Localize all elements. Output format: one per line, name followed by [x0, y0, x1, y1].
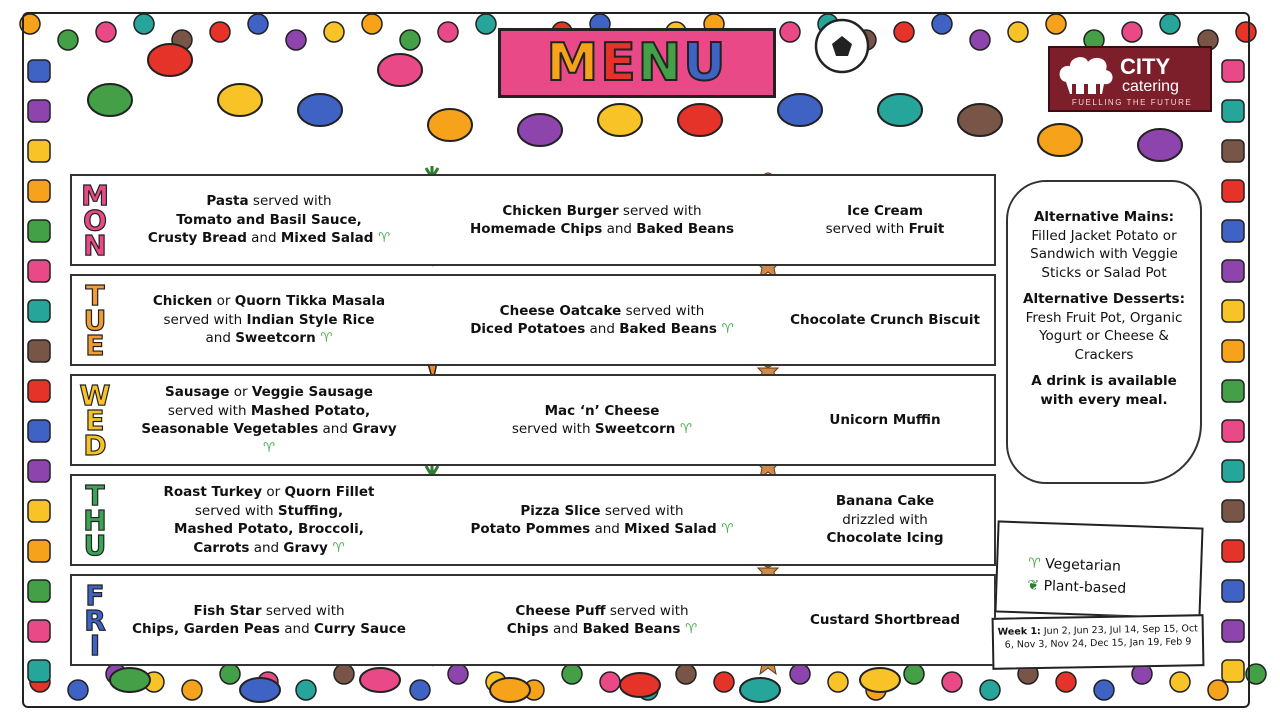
menu-line	[847, 202, 923, 221]
vegetarian-icon: ♈	[327, 539, 345, 556]
menu-text: served with	[621, 302, 705, 319]
menu-text: and	[249, 539, 284, 556]
week-dates-text: Jun 2, Jun 23, Jul 14, Sep 15, Oct 6, Nov 3, Nov 24, Dec 15, Jan 19, Feb 9	[1004, 623, 1198, 651]
menu-line	[176, 211, 362, 230]
menu-text: Sausage	[165, 384, 230, 400]
main-dish	[124, 476, 414, 564]
menu-text: or	[229, 384, 252, 400]
menu-line	[826, 529, 943, 548]
menu-text: Pizza Slice	[520, 502, 601, 519]
menu-line	[512, 420, 692, 439]
menu-text: served with	[261, 602, 345, 619]
menu-text: Chicken	[152, 293, 213, 310]
menu-text: Baked Beans	[582, 621, 681, 637]
day-letter: T	[85, 278, 105, 312]
menu-text: Diced Potatoes	[470, 321, 586, 337]
day-letter: I	[89, 628, 101, 662]
menu-text: Sweetcorn	[235, 330, 316, 347]
menu-text: Indian Style Rice	[246, 311, 375, 328]
legend-vegetarian-label: Vegetarian	[1044, 556, 1122, 575]
menu-title-letter: N	[637, 33, 684, 93]
menu-line	[193, 539, 344, 558]
legend-plant-based	[1027, 578, 1126, 597]
menu-text: Mac ‘n’ Cheese	[544, 402, 660, 419]
menu-text: Unicorn Muffin	[829, 411, 941, 428]
menu-text: served with	[605, 602, 689, 619]
drink-note	[1018, 372, 1190, 409]
menu-line	[470, 220, 734, 239]
day-letter: U	[83, 303, 107, 337]
menu-text: Veggie Sausage	[251, 384, 373, 400]
menu-text: or	[212, 293, 235, 310]
menu-line	[195, 502, 343, 521]
dessert	[778, 476, 992, 564]
alt-mains-heading: Alternative Mains:	[1033, 209, 1175, 225]
menu-text: Mashed Potato,	[250, 402, 371, 419]
day-letter: R	[84, 603, 106, 637]
menu-text: Custard Shortbread	[809, 611, 961, 628]
day-label	[72, 476, 118, 564]
menu-line	[842, 511, 928, 530]
legend-plant-based-label: Plant-based	[1043, 578, 1127, 597]
vegetarian-icon: ♈	[262, 439, 276, 456]
day-label	[72, 576, 118, 664]
alt-desserts-heading: Alternative Desserts:	[1023, 291, 1185, 307]
menu-line	[153, 292, 385, 311]
logo-tagline: FUELLING THE FUTURE	[1071, 98, 1193, 107]
menu-line	[810, 611, 960, 630]
menu-title-letter: M	[546, 33, 601, 93]
day-letter: H	[83, 503, 107, 537]
main-dish	[124, 176, 414, 264]
menu-title-banner	[498, 28, 776, 98]
menu-text: served with	[618, 202, 702, 219]
menu-text: and	[548, 621, 583, 637]
menu-line	[148, 229, 390, 248]
vegetarian-icon: ♈	[716, 521, 734, 537]
menu-text: Tomato and Basil Sauce,	[176, 211, 362, 228]
day-letter: D	[83, 428, 107, 462]
second-dish	[452, 176, 752, 264]
menu-text: and	[602, 221, 637, 237]
menu-line	[826, 220, 945, 239]
alt-mains	[1018, 208, 1190, 282]
menu-text: drizzled with	[842, 511, 928, 528]
menu-line	[168, 402, 370, 421]
second-dish	[452, 476, 752, 564]
menu-text: Crusty Bread	[147, 230, 247, 247]
dessert	[778, 276, 992, 364]
vegetarian-icon: ♈	[680, 621, 698, 637]
menu-text: Seasonable Vegetables	[141, 421, 319, 437]
menu-line	[836, 492, 934, 511]
day-label	[72, 176, 118, 264]
menu-line	[205, 329, 332, 348]
vegetarian-icon: ♈	[373, 230, 391, 247]
day-label	[72, 276, 118, 364]
logo-city: CITY	[1120, 54, 1171, 79]
menu-text: Pasta	[206, 193, 249, 210]
menu-line	[500, 302, 705, 321]
menu-line	[164, 483, 375, 502]
menu-line	[164, 311, 375, 330]
menu-text: Gravy	[352, 421, 397, 437]
menu-text: and	[205, 330, 236, 347]
menu-text: Curry Sauce	[313, 621, 406, 637]
menu-line	[507, 620, 697, 639]
menu-text: Cheese Oatcake	[499, 302, 622, 319]
menu-text: Baked Beans	[619, 321, 717, 337]
menu-line	[502, 202, 701, 221]
dessert	[778, 376, 992, 464]
menu-line	[193, 602, 344, 621]
second-dish	[452, 576, 752, 664]
day-row-wed	[70, 374, 996, 466]
drink-text: A drink is available with every meal.	[1031, 373, 1177, 408]
menu-title	[546, 33, 727, 93]
logo-catering: catering	[1122, 78, 1179, 95]
day-letter: T	[85, 478, 105, 512]
day-row-fri	[70, 574, 996, 666]
day-letter: M	[81, 178, 109, 212]
menu-text: served with	[248, 193, 332, 210]
menu-text: Homemade Chips	[469, 221, 603, 237]
menu-text: Baked Beans	[636, 221, 735, 237]
main-dish	[124, 276, 414, 364]
day-letter: N	[83, 228, 107, 262]
menu-text: Quorn Tikka Masala	[234, 293, 386, 310]
day-letter: O	[83, 203, 107, 237]
menu-text: served with	[167, 402, 251, 419]
alt-desserts	[1018, 290, 1190, 364]
menu-text: Fish Star	[193, 602, 262, 619]
menu-text: Chicken Burger	[502, 202, 619, 219]
menu-text: and	[279, 621, 314, 637]
menu-text: Mixed Salad	[280, 230, 374, 247]
menu-line	[206, 192, 331, 211]
chef-hat-icon	[1056, 52, 1116, 102]
day-letter: U	[83, 528, 107, 562]
city-catering-logo	[1048, 46, 1212, 112]
dessert	[778, 576, 992, 664]
plant-based-icon: ❦	[1027, 577, 1040, 594]
menu-text: served with	[825, 221, 909, 237]
menu-text: served with	[600, 502, 684, 519]
menu-line	[790, 311, 980, 330]
menu-text: Sweetcorn	[594, 421, 676, 437]
day-label	[72, 376, 118, 464]
menu-line	[165, 383, 373, 402]
menu-text: Chocolate Icing	[826, 530, 944, 547]
menu-text: Mashed Potato, Broccoli,	[174, 521, 364, 537]
menu-text: served with	[511, 421, 595, 437]
day-row-mon	[70, 174, 996, 266]
day-row-thu	[70, 474, 996, 566]
alt-mains-text: Filled Jacket Potato or Sandwich with Veggie Sticks or Salad Pot	[1030, 227, 1178, 281]
vegetarian-icon: ♈	[675, 421, 693, 437]
day-letter: E	[85, 328, 105, 362]
vegetarian-icon: ♈	[716, 321, 734, 337]
day-row-tue	[70, 274, 996, 366]
vegetarian-icon: ♈	[1027, 555, 1042, 572]
menu-text: Gravy	[283, 539, 328, 556]
menu-text: and	[585, 321, 620, 337]
menu-text: Banana Cake	[835, 493, 935, 510]
menu-line	[545, 402, 660, 421]
menu-text: Carrots	[193, 539, 250, 556]
menu-text: Stuffing,	[277, 502, 344, 519]
day-letter: E	[85, 403, 105, 437]
alternatives-cloud	[1006, 180, 1202, 484]
menu-text: Chips, Garden Peas	[132, 621, 280, 637]
menu-text: Fruit	[908, 221, 945, 237]
menu-line	[132, 620, 406, 639]
main-dish	[124, 576, 414, 664]
day-letter: F	[85, 578, 105, 612]
menu-text: Potato Pommes	[470, 521, 591, 537]
menu-text: Ice Cream	[847, 202, 923, 219]
menu-line	[471, 520, 734, 539]
menu-line	[141, 420, 396, 439]
diet-legend	[994, 520, 1203, 619]
legend-vegetarian	[1028, 556, 1121, 575]
menu-title-letter: E	[600, 33, 638, 93]
day-letter: W	[79, 378, 111, 412]
menu-line	[470, 320, 734, 339]
week-dates	[992, 614, 1205, 670]
week-label: Week 1:	[997, 625, 1041, 638]
menu-text: or	[262, 484, 285, 500]
menu-text: served with	[163, 311, 247, 328]
menu-title-letter: U	[683, 33, 728, 93]
menu-text: and	[246, 230, 281, 247]
menu-text: Roast Turkey	[163, 484, 263, 500]
menu-line	[263, 439, 275, 458]
menu-text: and	[318, 421, 353, 437]
menu-text: Cheese Puff	[515, 602, 606, 619]
menu-line	[520, 502, 683, 521]
menu-text: Quorn Fillet	[284, 484, 375, 500]
menu-text: served with	[194, 502, 278, 519]
dessert	[778, 176, 992, 264]
second-dish	[452, 276, 752, 364]
menu-text: Chocolate Crunch Biscuit	[790, 311, 980, 328]
menu-text: and	[590, 521, 625, 537]
menu-text: Chips	[506, 621, 549, 637]
menu-line	[515, 602, 688, 621]
second-dish	[452, 376, 752, 464]
menu-line	[174, 520, 364, 539]
menu-line	[829, 411, 940, 430]
main-dish	[124, 376, 414, 464]
vegetarian-icon: ♈	[315, 330, 333, 347]
menu-text: Mixed Salad	[624, 521, 717, 537]
alt-desserts-text: Fresh Fruit Pot, Organic Yogurt or Cheese & Crackers	[1025, 309, 1183, 363]
